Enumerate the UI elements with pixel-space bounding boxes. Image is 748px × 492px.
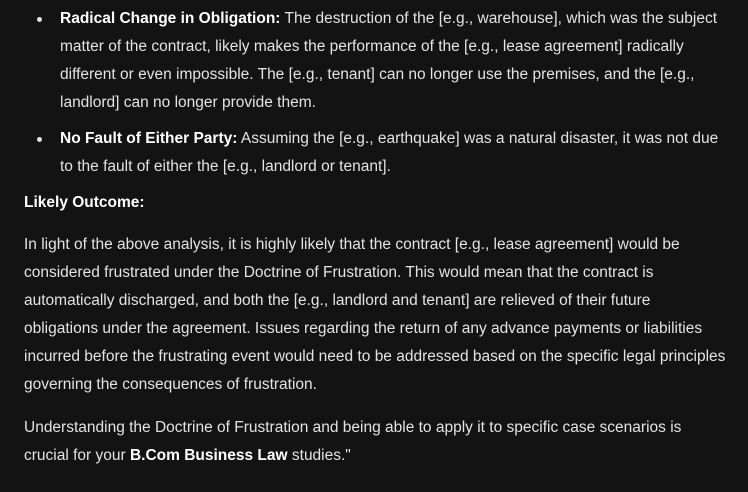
outcome-paragraph: In light of the above analysis, it is highly likely that the contract [e.g., lease agreement] would be considered frustrated under the Doctrine of Frustration. This would mean that the contract is automatically discharged, and both the [e.g., landlord and tenant] are relieved of their future obligations under the agreement. Issues regarding the return of any advance payments or liabilities incurred before the frustrating event would need to be addressed based on the specific legal principles governing the consequences of frustration. xyxy=(24,236,726,393)
outcome-heading: Likely Outcome: xyxy=(24,194,145,211)
bullet-icon xyxy=(37,137,42,142)
closing-bold-text: B.Com Business Law xyxy=(129,447,288,464)
closing-paragraph xyxy=(24,414,728,470)
bullet-title: No Fault of Either Party: xyxy=(60,130,238,147)
bullet-title: Radical Change in Obligation: xyxy=(60,10,281,27)
list-item xyxy=(60,125,728,181)
closing-text-after: studies." xyxy=(287,447,351,464)
bullet-icon xyxy=(37,17,42,22)
list-item xyxy=(60,5,728,117)
analysis-bullet-list xyxy=(24,5,728,181)
closing-text-before: Understanding the Doctrine of Frustration and being able to apply it to specific case scenarios is crucial for your xyxy=(24,419,682,464)
bullet-text: Assuming the [e.g., earthquake] was a natural disaster, it was not due to the fault of either the [e.g., landlord or tenant]. xyxy=(60,130,719,175)
bullet-text: The destruction of the [e.g., warehouse], which was the subject matter of the contract, likely makes the performance of the [e.g., lease agreement] radically different or even impossible. The [e.g., tenant] can no longer use the premises, and the [e.g., landlord] can no longer provide them. xyxy=(60,10,718,111)
